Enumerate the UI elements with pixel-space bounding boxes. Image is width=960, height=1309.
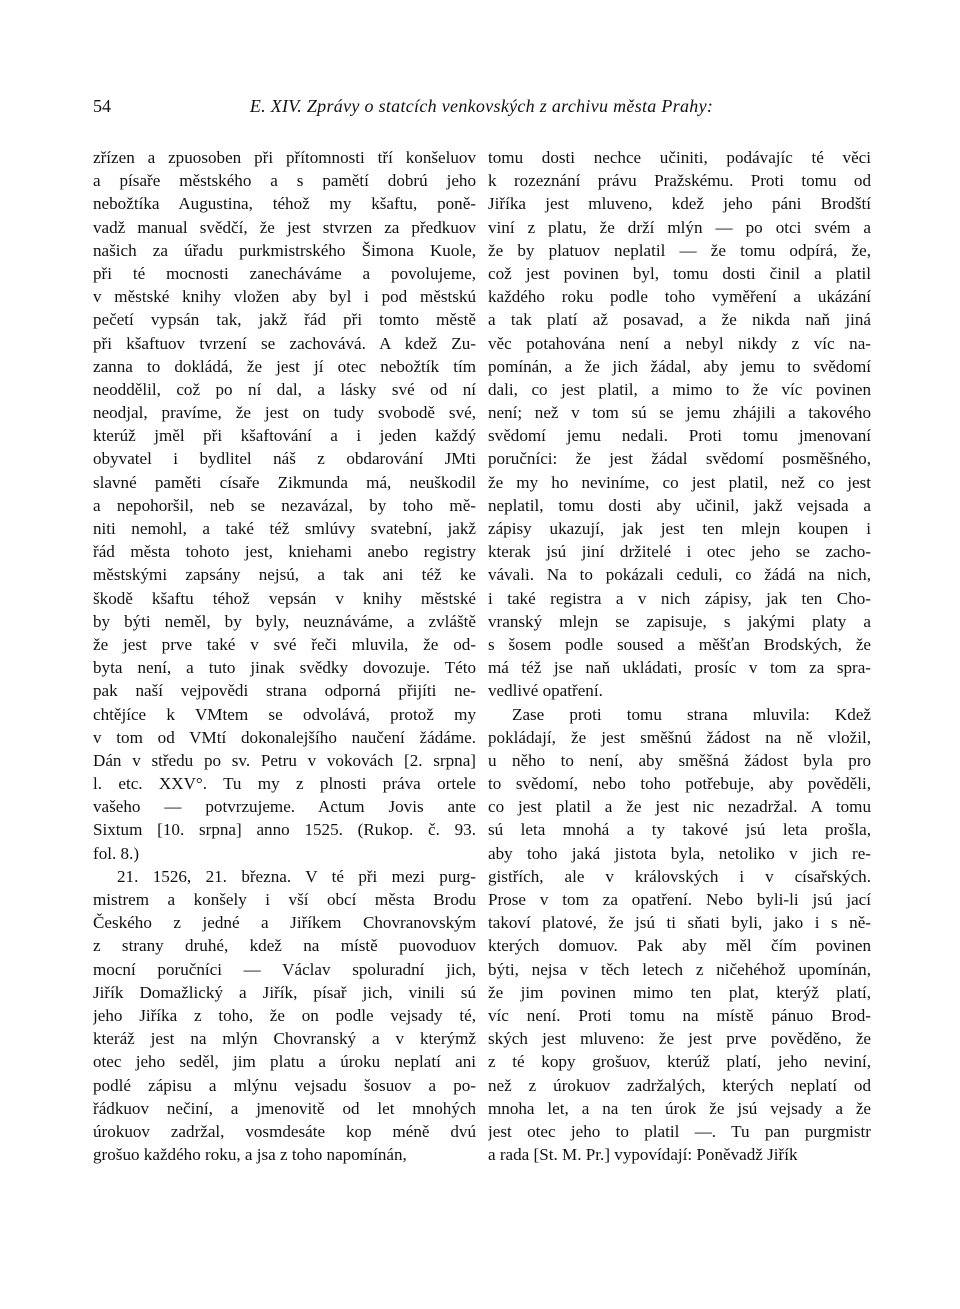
text-line: jeho Jiříka z toho, že on podle vejsady té, xyxy=(93,1005,476,1025)
text-line: našich za úřadu purkmistrského Šimona Kuole, xyxy=(93,240,476,260)
text-line: v tom od VMtí dokonalejšího naučení žádáme. xyxy=(93,727,476,747)
text-line: Jiříka jest mluveno, kdež jeho páni Brodští xyxy=(488,194,871,214)
text-line: každého roku podle toho vyměření a ukázání xyxy=(488,287,871,307)
text-line: niti nemohl, a také též smlúvy svatební, jakž xyxy=(93,519,476,538)
text-line: gistřích, ale v královských i v císařských. xyxy=(488,866,871,886)
text-line: neoddělil, což po ní dal, a lásky své od ní xyxy=(93,379,476,399)
text-line: grošuo každého roku, a jsa z toho napomínán, xyxy=(93,1145,407,1165)
text-line: úrokuov zadržal, vosmdesáte kop méně dvú xyxy=(93,1121,476,1141)
text-line: podlé zápisu a mlýnu vejsadu šosuov a po- xyxy=(93,1075,476,1095)
text-line: pomínán, a že jich žádal, aby jemu to svědomí xyxy=(488,356,871,376)
text-line: Českého z jedné a Jiříkem Chovranovským xyxy=(93,913,476,933)
running-head: E. XIV. Zprávy o statcích venkovských z archivu města Prahy: xyxy=(249,96,714,116)
text-line: byta není, a tuto jinak svědky dovozuje. Této xyxy=(93,658,476,678)
text-line: obyvatel i bydlitel náš z obdarování JMti xyxy=(93,449,476,469)
text-line: vávali. Na to pokázali ceduli, co žádá na nich, xyxy=(488,565,871,585)
text-line: chtějíce k VMtem se odvolává, protož my xyxy=(93,704,476,724)
text-line: pokládají, že jest směšnú žádost na ně vložil, xyxy=(488,727,871,747)
text-line: Jiřík Domažlický a Jiřík, písař jich, vinili sú xyxy=(93,982,476,1002)
text-line: městskými zapsány nejsú, a tak ani též ke xyxy=(93,565,476,585)
text-line: že jim povinen mimo ten plat, kterýž platí, xyxy=(488,982,871,1002)
text-line: Prose v tom za opatření. Nebo byli-li jsú jací xyxy=(488,890,871,909)
text-line: vedlivé opatření. xyxy=(488,681,603,701)
left-text-column xyxy=(93,146,476,1166)
text-line: při té mocnosti zanecháváme a povolujeme, xyxy=(93,263,476,283)
text-line: a nepohoršil, neb se nezavázal, by toho mě- xyxy=(93,495,476,515)
page-number: 54 xyxy=(93,96,111,116)
text-line: než z úrokuov zadržalých, kterých neplatí od xyxy=(488,1075,871,1095)
text-line: škodě kšaftu téhož vepsán v knihy městské xyxy=(93,588,476,608)
text-line: i také registra a v nich zápisy, jak ten Cho- xyxy=(488,588,871,608)
text-line: otec jeho seděl, jim platu a úroku neplatí ani xyxy=(93,1052,476,1072)
text-line: neplatil, tomu dosti aby učinil, jakž vejsada a xyxy=(488,495,871,515)
text-line: že by platuov neplatil — že tomu odpírá, že, xyxy=(488,240,871,260)
text-line: kterúž jměl při kšaftování a i jeden každý xyxy=(93,426,476,446)
text-line: v městské knihy vložen aby byl i pod městskú xyxy=(93,287,476,307)
text-line: takoví platové, že jsú ti sňati byli, jako i s ně- xyxy=(488,913,871,933)
text-line: pak naší vejpovědi strana odporná přijíti ne- xyxy=(93,681,476,701)
text-line: mocní poručníci — Václav spoluradní jich, xyxy=(93,959,476,979)
text-line: že jest prve také v své řeči mluvila, že od- xyxy=(93,634,476,654)
text-line: nebožtíka Augustina, téhož my kšaftu, poně- xyxy=(93,194,476,214)
text-line: jest otec jeho to platil —. Tu pan purgmistr xyxy=(488,1121,871,1141)
right-text-column xyxy=(488,146,871,1166)
text-line: kterak jsú jiní držitelé i otec jeho se zacho- xyxy=(488,542,871,562)
page-header xyxy=(93,96,870,126)
text-line: to svědomí, nebo toho potřebuje, aby pověděli, xyxy=(488,774,871,794)
text-line: Sixtum [10. srpna] anno 1525. (Rukop. č. 93. xyxy=(93,820,476,840)
text-line: z strany druhé, kdež na místě puovoduov xyxy=(93,936,476,956)
text-line: poručníci: že jest žádal svědomí posměšného, xyxy=(488,449,871,469)
text-line: aby toho jaká jistota byla, netoliko v jich re- xyxy=(488,843,871,863)
text-line: co jest platil a že jest nic nezadržal. A tomu xyxy=(488,797,871,817)
text-line: věc potahována není a nebyl nikdy z víc na- xyxy=(488,333,871,353)
text-line: kteráž jest na mlýn Chovranský a v kterýmž xyxy=(93,1029,476,1049)
text-line: Zase proti tomu strana mluvila: Kdež xyxy=(512,704,871,724)
text-line: neodjal, pravíme, že jest on tudy svobodě své, xyxy=(93,403,476,423)
text-line: což jest povinen byl, tomu dosti činil a platil xyxy=(488,263,871,283)
text-line: pečetí vypsán tak, jakž řád při tomto městě xyxy=(93,310,476,330)
text-line: vranský mlejn se zapisuje, s jakými platy a xyxy=(488,611,871,631)
text-line: viní z platu, že drží mlýn — po otci svém a xyxy=(488,217,871,237)
text-line: dali, co jest platil, a mimo to že víc povinen xyxy=(488,379,871,399)
text-line: tomu dosti nechce učiniti, podávajíc té věci xyxy=(488,148,871,167)
text-line: při kšaftuov tvrzení se zachovává. A kdež Zu- xyxy=(93,333,476,353)
text-line: řád města tohoto jest, kniehami anebo registry xyxy=(93,542,476,562)
text-line: že my ho neviníme, co jest platil, než co jest xyxy=(488,472,871,492)
text-line: sú leta mnohá a ty takové jsú leta prošla, xyxy=(488,820,871,840)
text-line: býti, nejsa v těch letech z ničehéhož upomínán, xyxy=(488,959,871,979)
text-line: a tak platí až posavad, a že nikda naň jiná xyxy=(488,310,871,330)
text-line: mistrem a konšely i vší obcí města Brodu xyxy=(93,890,476,909)
text-line: 21. 1526, 21. března. V té při mezi purg- xyxy=(117,866,476,886)
text-line: s šosem podle soused a měšťan Brodských, že xyxy=(488,634,871,654)
text-line: fol. 8.) xyxy=(93,843,140,863)
text-line: z té kopy grošuov, kterúž platí, jeho neviní, xyxy=(488,1052,871,1072)
text-line: a písaře městského a s pamětí dobrú jeho xyxy=(93,171,476,191)
text-line: svědomí jemu nedali. Proti tomu jmenovaní xyxy=(488,426,871,446)
text-line: zanna to dokládá, že jest jí otec nebožtík tím xyxy=(93,356,476,376)
text-line: není; než v tom sú se jemu zhájili a takového xyxy=(488,403,871,423)
text-line: vadž manual svědčí, že jest stvrzen za předkuov xyxy=(93,217,476,237)
text-line: řádkuov nečiní, a jmenovitě od let mnohých xyxy=(93,1098,476,1118)
text-line: Dán v středu po sv. Petru v vokovách [2. srpna] xyxy=(93,750,476,770)
text-line: l. etc. XXV°. Tu my z plnosti práva ortele xyxy=(93,774,476,794)
text-line: k rozeznání právu Pražskému. Proti tomu od xyxy=(488,171,871,191)
text-line: víc není. Proti tomu na místě pánuo Brod- xyxy=(488,1005,871,1025)
text-line: a rada [St. M. Pr.] vypovídají: Poněvadž Jiřík xyxy=(488,1145,798,1165)
text-line: zřízen a zpuosoben při přítomnosti tří konšeluov xyxy=(93,148,476,167)
text-line: kterých domuov. Pak aby měl čím povinen xyxy=(488,936,871,956)
text-line: vašeho — potvrzujeme. Actum Jovis ante xyxy=(93,797,476,817)
text-line: by býti neměl, by byly, neuznáváme, a zvláště xyxy=(93,611,476,631)
text-line: zápisy ukazují, jak jest ten mlejn koupen i xyxy=(488,519,871,538)
text-line: slavné paměti císaře Zikmunda má, neuškodil xyxy=(93,472,476,492)
text-line: má též jse naň ukládati, prosíc v tom za spra- xyxy=(488,658,871,678)
text-line: ských jest mluveno: že jest prve pověděno, že xyxy=(488,1029,871,1049)
text-line: u něho to není, aby směšná žádost byla pro xyxy=(488,750,871,770)
text-line: mnoha let, a na ten úrok že jsú vejsady a že xyxy=(488,1098,871,1118)
